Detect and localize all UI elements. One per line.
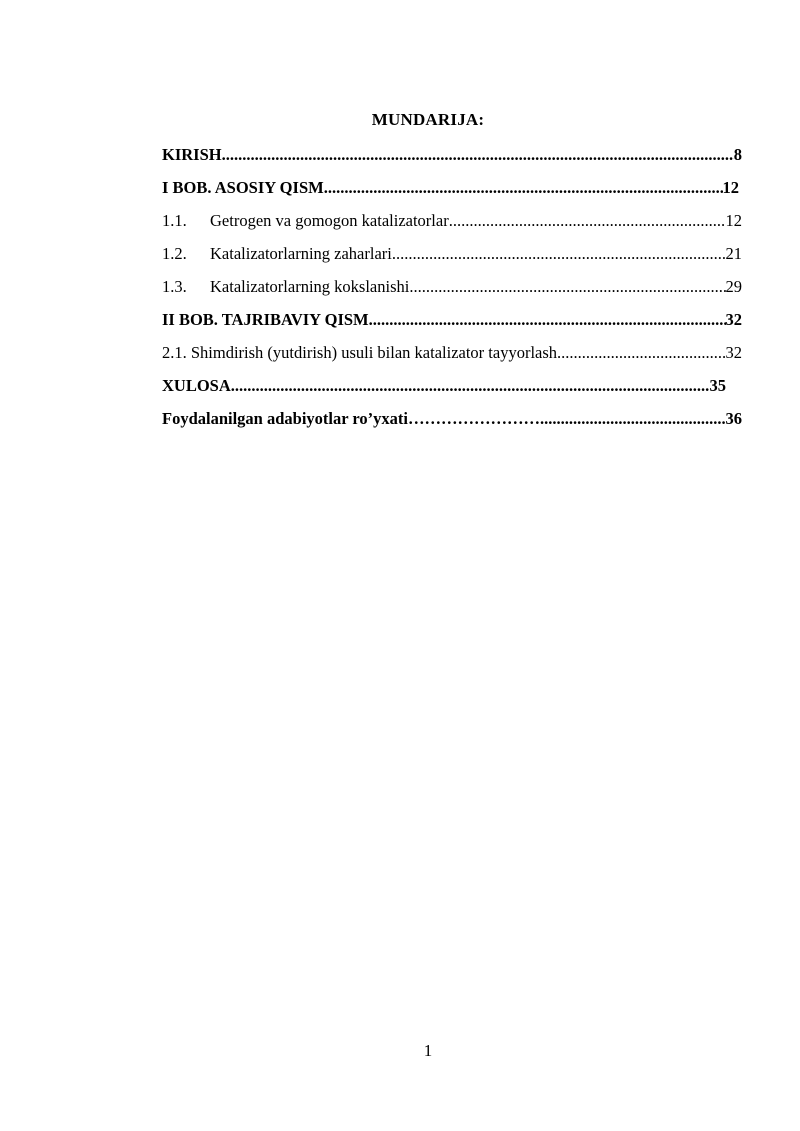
dot-leader <box>324 178 723 198</box>
toc-entry-page: 35 <box>709 376 726 395</box>
toc-entry-chapter-2[interactable] <box>162 310 742 343</box>
toc-entry-chapter-1[interactable] <box>162 178 739 211</box>
toc-entry-page: 36 <box>725 409 742 428</box>
toc-entry-label: Getrogen va gomogon katalizatorlar <box>210 211 449 230</box>
toc-entry-page: 21 <box>725 244 742 263</box>
toc-entry-label: Katalizatorlarning zaharlari <box>210 244 392 263</box>
toc-entry-section-1-2[interactable] <box>162 244 742 277</box>
toc-entry-label: Foydalanilgan adabiyotlar ro’yxati……………………. <box>162 409 545 428</box>
dot-leader <box>222 145 734 165</box>
toc-entry-page: 29 <box>725 277 742 296</box>
toc-entry-number: 1.2. <box>162 244 187 263</box>
toc-entry-references[interactable] <box>162 409 742 442</box>
toc-entry-label: XULOSA <box>162 376 231 395</box>
toc-entry-label: II BOB. TAJRIBAVIY QISM <box>162 310 369 329</box>
toc-entry-section-2-1[interactable] <box>162 343 742 376</box>
toc-entry-page: 12 <box>722 178 739 197</box>
toc-entry-section-1-3[interactable] <box>162 277 742 310</box>
dot-leader <box>449 211 726 231</box>
page-title: MUNDARIJA: <box>371 110 485 129</box>
toc-entry-section-1-1[interactable] <box>162 211 742 244</box>
toc-entry-label: I BOB. ASOSIY QISM <box>162 178 324 197</box>
toc-entry-label: 2.1. Shimdirish (yutdirish) usuli bilan katalizator tayyorlash <box>162 343 558 362</box>
toc-entry-page: 8 <box>733 145 742 164</box>
page-number: 1 <box>423 1041 433 1060</box>
dot-leader <box>544 409 725 429</box>
toc-entry-xulosa[interactable] <box>162 376 726 409</box>
table-of-contents <box>162 145 742 442</box>
dot-leader <box>369 310 726 330</box>
toc-entry-page: 32 <box>725 343 742 362</box>
toc-entry-number: 1.1. <box>162 211 187 230</box>
dot-leader <box>231 376 710 396</box>
toc-entry-label: Katalizatorlarning kokslanishi <box>210 277 410 296</box>
toc-entry-kirish[interactable] <box>162 145 742 178</box>
toc-entry-page: 12 <box>725 211 742 230</box>
toc-entry-label: KIRISH <box>162 145 222 164</box>
toc-entry-page: 32 <box>725 310 742 329</box>
dot-leader <box>392 244 726 264</box>
dot-leader <box>409 277 725 297</box>
toc-entry-number: 1.3. <box>162 277 187 296</box>
dot-leader <box>557 343 725 363</box>
